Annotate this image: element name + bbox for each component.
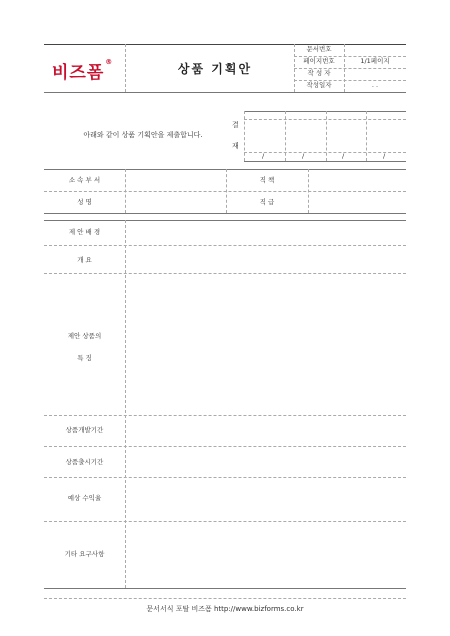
approval-col-1	[285, 111, 286, 161]
background-label: 제 안 배 경	[68, 228, 101, 236]
approval-col-0	[244, 111, 245, 161]
info-col-3	[308, 169, 309, 213]
approval-sign-rule	[244, 152, 406, 153]
info-col-1	[125, 169, 126, 213]
footer-text: 문서서식 포탈 비즈폼 http://www.bizforms.co.kr	[146, 605, 304, 613]
approval-top-rule	[244, 111, 406, 112]
approval-head-rule	[244, 119, 406, 120]
profit-label: 예상 수익율	[67, 494, 102, 502]
info-top-rule	[44, 169, 406, 170]
name-label: 성 명	[77, 198, 92, 206]
author-label: 작 성 자	[307, 69, 331, 77]
main-rule-1	[44, 245, 406, 246]
header-top-rule	[44, 44, 406, 45]
dev-period-label: 상품개발기간	[65, 426, 104, 434]
main-rule-6	[44, 521, 406, 522]
approval-date-1: /	[262, 152, 265, 160]
logo-text: 비즈폼	[52, 63, 105, 83]
proposal-statement: 아래와 같이 상품 기획안을 제출합니다.	[83, 131, 203, 139]
main-top-rule	[44, 220, 406, 221]
main-rule-4	[44, 446, 406, 447]
approval-col-3	[366, 111, 367, 161]
page-title: 상품 기획안	[177, 62, 253, 76]
approval-label-1: 결	[232, 121, 239, 129]
feature-label-2: 특 징	[77, 354, 92, 362]
main-bottom-rule	[44, 588, 406, 589]
feature-label-1: 제안 상품의	[67, 332, 102, 340]
overview-label: 개 요	[77, 256, 92, 264]
approval-date-4: /	[383, 152, 386, 160]
date-label: 작성일자	[306, 81, 332, 89]
info-bottom-rule	[44, 213, 406, 214]
header-bottom-rule	[44, 92, 406, 93]
page-number-label: 페이지번호	[303, 57, 335, 65]
main-rule-2	[44, 273, 406, 274]
main-rule-3	[44, 415, 406, 416]
launch-period-label: 상품출시기간	[65, 458, 104, 466]
approval-col-2	[326, 111, 327, 161]
approval-label-2: 재	[232, 142, 239, 150]
approval-bottom-rule	[244, 161, 406, 162]
approval-date-3: /	[342, 152, 345, 160]
date-value[interactable]: . .	[371, 81, 379, 89]
brand-logo	[52, 58, 113, 83]
doc-number-label: 문서번호	[306, 45, 332, 53]
header-divider-left	[125, 44, 126, 92]
position-label: 직 책	[259, 176, 275, 184]
rank-label: 직 급	[259, 198, 275, 206]
approval-date-2: /	[302, 152, 305, 160]
page-number-value: 1/1페이지	[360, 57, 390, 65]
logo-mark: ®	[105, 58, 114, 66]
footer-rule	[44, 598, 406, 599]
main-col-divider	[125, 220, 126, 588]
info-mid-rule	[44, 191, 406, 192]
dept-label: 소 속 부 서	[68, 176, 101, 184]
main-rule-5	[44, 477, 406, 478]
other-label: 기타 요구사항	[64, 550, 105, 558]
